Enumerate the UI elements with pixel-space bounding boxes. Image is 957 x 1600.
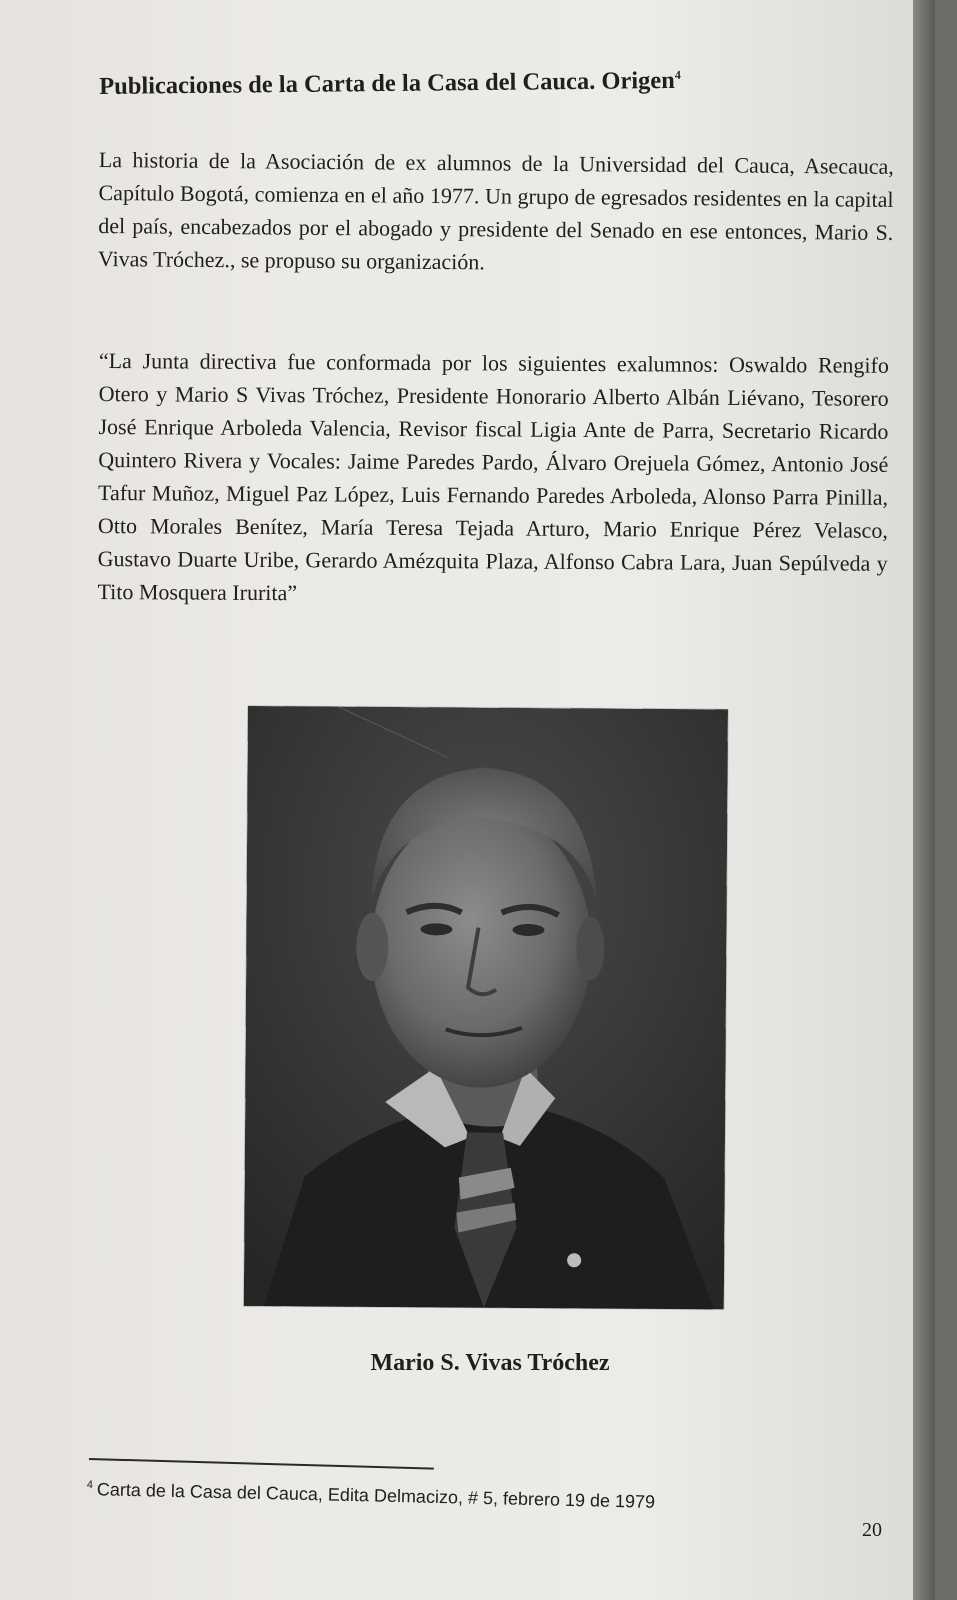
portrait-photo [244,706,728,1309]
footnote-marker: 4 [86,1478,94,1492]
page-edge [913,0,935,1600]
footnote-text: Carta de la Casa del Cauca, Edita Delmacizo, # 5, febrero 19 de 1979 [96,1479,656,1512]
heading-footnote-marker: 4 [674,67,681,82]
footnote-divider [89,1458,434,1470]
intro-paragraph: La historia de la Asociación de ex alumnos de la Universidad del Cauca, Asecauca, Capítulo Bogotá, comienza en el año 1977. Un grupo de egresados residentes en la capital del país, encabezados por el abogado y presidente del Senado en ese entonces, Mario S. Vivas Tróchez., se propuso su organización. [97,146,894,275]
quote-paragraph: “La Junta directiva fue conformada por los siguientes exalumnos: Oswaldo Rengifo Otero y Mario S Vivas Tróchez, Presidente Honorario Alberto Albán Liévano, Tesorero José Enrique Arboleda Valencia, Revisor fiscal Ligia Ante de Parra, Secretario Ricardo Quintero Rivera y Vocales: Jaime Paredes Pardo, Álvaro Orejuela Gómez, Antonio José Tafur Muñoz, Miguel Paz López, Luis Fernando Paredes Arboleda, Alonso Parra Pinilla, Otto Morales Benítez, María Teresa Tejada Arturo, Mario Enrique Pérez Velasco, Gustavo Duarte Uribe, Gerardo Amézquita Plaza, Alfonso Cabra Lara, Juan Sepúlveda y Tito Mosquera Irurita” [97,347,889,606]
heading-text: Publicaciones de la Carta de la Casa del Cauca. Origen [99,66,675,100]
footnote [86,1478,806,1518]
photo-caption: Mario S. Vivas Tróchez [370,1350,610,1376]
section-heading [99,64,859,101]
page-number: 20 [862,1519,882,1541]
